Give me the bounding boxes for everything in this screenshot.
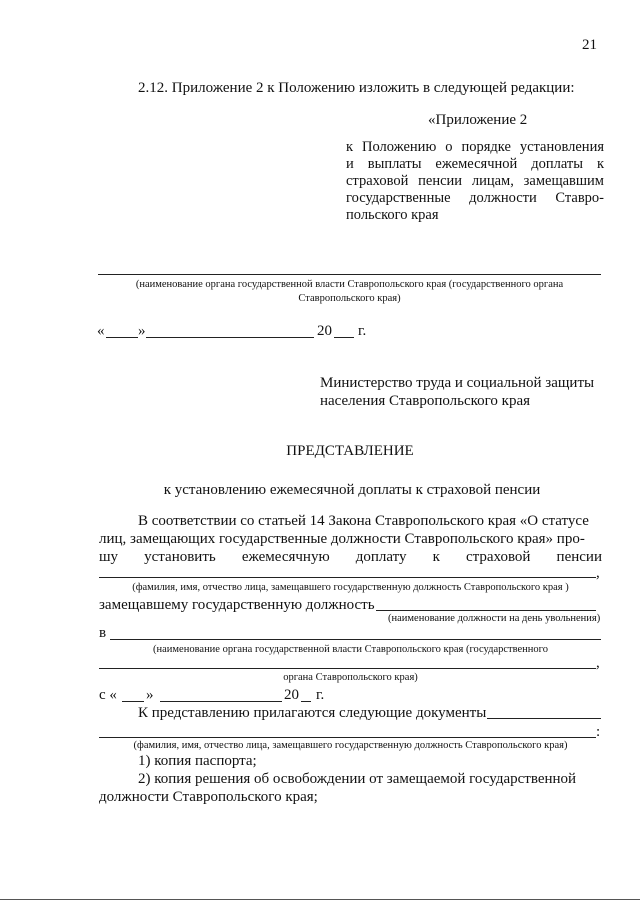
in-organ-blank	[110, 639, 601, 640]
document-title: ПРЕДСТАВЛЕНИЕ	[286, 443, 414, 459]
organ-caption-line1: (наименование органа государственной власти Ставропольского края (государственного органа	[135, 279, 564, 290]
body-word: установить	[144, 549, 216, 565]
from-year-suffix: г.	[316, 687, 325, 703]
date-year-suffix: г.	[358, 323, 367, 339]
from-year-blank	[301, 701, 311, 702]
fio-caption2: (фамилия, имя, отчество лица, замещавшего государственную должность Ставропольского края)	[133, 740, 568, 751]
fio-caption: (фамилия, имя, отчество лица, замещавшего государственную должность Ставропольского края )	[132, 582, 569, 593]
page-number: 21	[582, 37, 597, 53]
organ-name-blank	[98, 274, 601, 275]
attach-second-blank	[99, 737, 596, 738]
body-word: шу	[99, 549, 119, 565]
body-word: к	[432, 549, 440, 565]
body-word: страховой	[465, 549, 531, 565]
from-close-quote: »	[146, 687, 154, 703]
page-bottom-rule	[0, 899, 640, 900]
body-word: пенсии	[556, 549, 602, 565]
date-open-quote: «	[97, 323, 105, 339]
appendix-line: польского края	[346, 207, 439, 223]
organ-caption-line2: Ставропольского края)	[298, 293, 401, 304]
from-month-blank	[160, 701, 282, 702]
intro-line: 2.12. Приложение 2 к Положению изложить в следующей редакции:	[138, 80, 575, 96]
body-line2: лиц, замещающих государственные должности Ставропольского края» про-	[99, 531, 585, 547]
list-item-2-line1: 2) копия решения об освобождении от замещаемой государственной	[138, 771, 577, 787]
in-label: в	[99, 625, 107, 641]
list-item-2-line2: должности Ставропольского края;	[99, 789, 318, 805]
body-word: ежемесячную	[241, 549, 330, 565]
appendix-line: и выплаты ежемесячной доплаты к	[346, 156, 604, 172]
attach-line: К представлению прилагаются следующие документы	[138, 705, 487, 721]
organ-caption2-line1: (наименование органа государственной власти Ставропольского края (государственного	[153, 644, 548, 655]
body-line1: В соответствии со статьей 14 Закона Ставропольского края «О статусе	[138, 513, 589, 529]
body-line3	[99, 548, 602, 566]
attach-blank	[487, 718, 601, 719]
date-day-blank	[106, 337, 138, 338]
position-caption: (наименование должности на день увольнения)	[388, 613, 601, 624]
appendix-text	[346, 139, 604, 224]
addressee-line2: населения Ставропольского края	[320, 393, 531, 409]
date-year-prefix: 20	[317, 323, 332, 339]
fio-blank	[99, 577, 596, 578]
fio-comma: ,	[596, 565, 600, 581]
document-subtitle: к установлению ежемесячной доплаты к страховой пенсии	[163, 482, 541, 498]
from-day-blank	[122, 701, 144, 702]
from-year: 20	[284, 687, 299, 703]
appendix-title: «Приложение 2	[428, 112, 528, 128]
appendix-line: к Положению о порядке установления	[346, 139, 604, 155]
organ-comma: ,	[596, 655, 600, 671]
position-blank	[376, 610, 596, 611]
appendix-line: государственные должности Ставро-	[346, 190, 604, 206]
date-year-blank	[334, 337, 354, 338]
appendix-line: страховой пенсии лицам, замещавшим	[346, 173, 604, 189]
list-item-1: 1) копия паспорта;	[138, 753, 257, 769]
organ-caption2-line2: органа Ставропольского края)	[283, 672, 418, 683]
date-month-blank	[146, 337, 314, 338]
addressee-line1: Министерство труда и социальной защиты	[320, 375, 595, 391]
body-word: доплату	[355, 549, 407, 565]
position-label: замещавшему государственную должность	[99, 597, 375, 613]
attach-colon: :	[596, 724, 601, 740]
date-close-quote: »	[138, 323, 146, 339]
from-label: с «	[99, 687, 117, 703]
organ-continuation-blank	[99, 668, 596, 669]
